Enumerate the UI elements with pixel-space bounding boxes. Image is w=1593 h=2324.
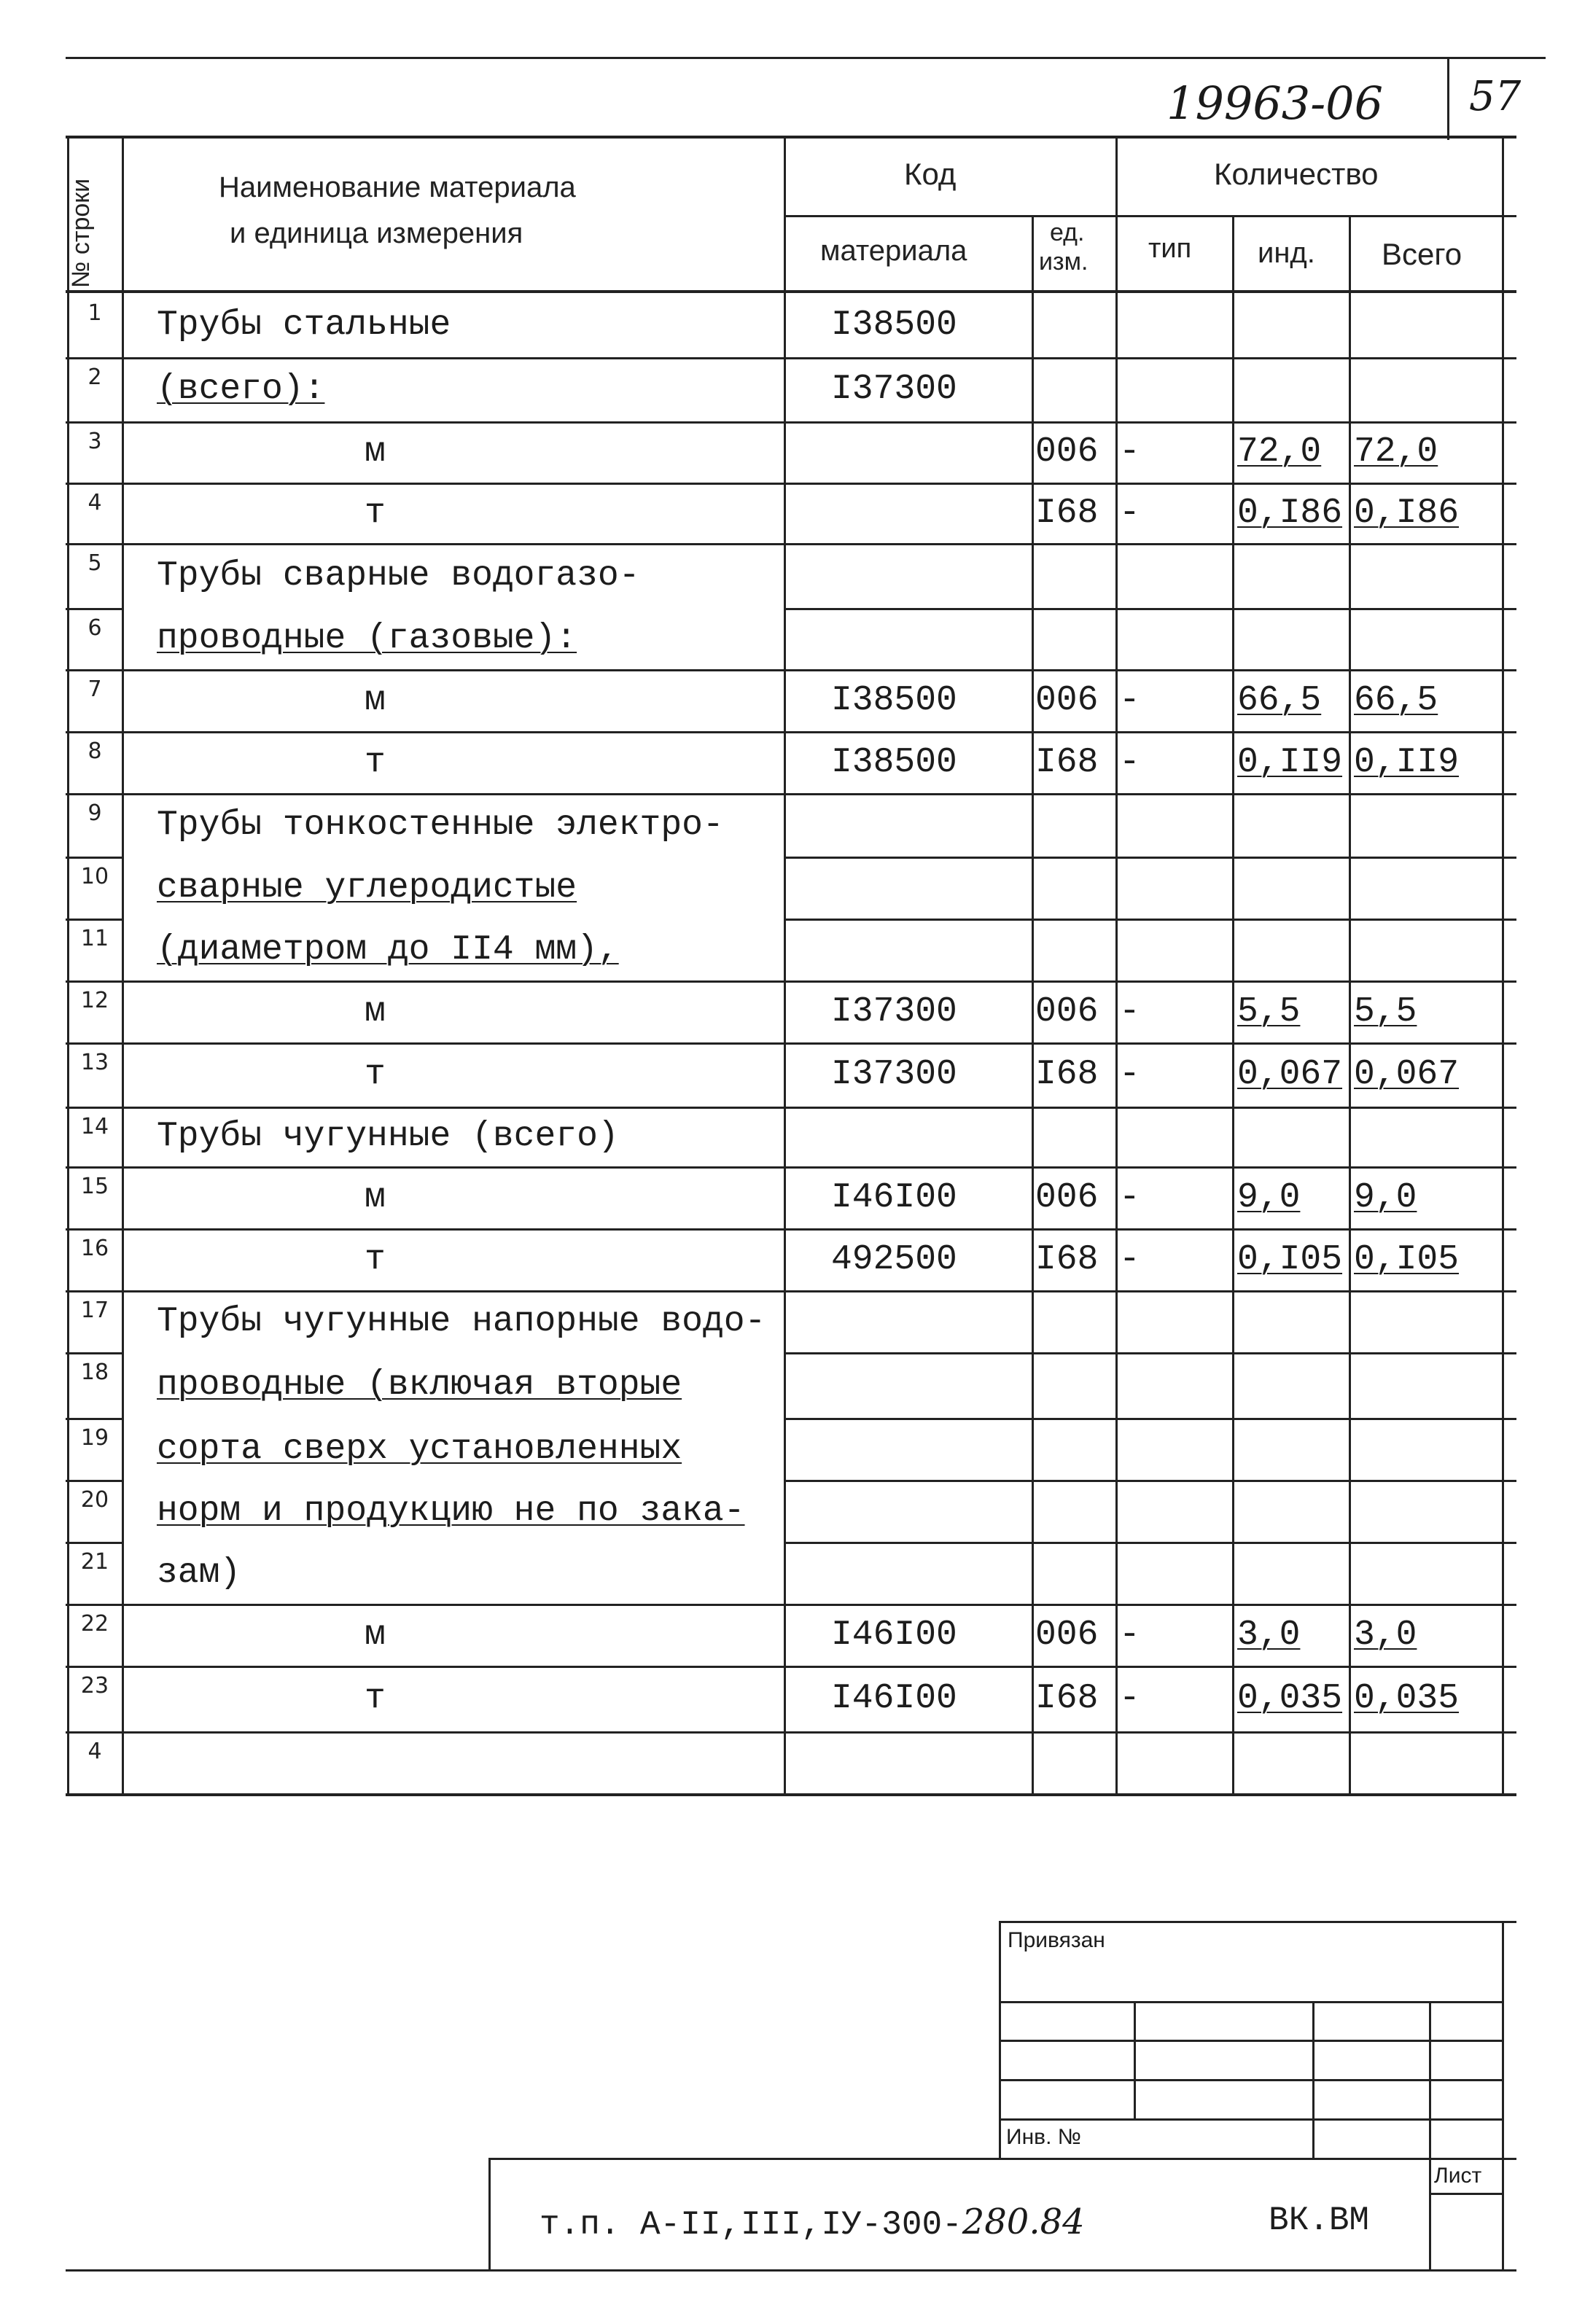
row-material-code: I38500 bbox=[831, 742, 957, 782]
row-number: 21 bbox=[80, 1549, 109, 1575]
stamp-project-code bbox=[540, 2202, 1085, 2244]
row-typ: - bbox=[1119, 493, 1140, 533]
row-number: 6 bbox=[87, 615, 102, 641]
row-total: 66,5 bbox=[1354, 680, 1438, 720]
row-number: 12 bbox=[80, 988, 109, 1013]
row-number: 4 bbox=[87, 490, 102, 515]
row-material-code: I46I00 bbox=[831, 1615, 957, 1655]
row-unit-code: I68 bbox=[1035, 1679, 1099, 1718]
row-unit-code: 006 bbox=[1035, 991, 1099, 1032]
row-ind: 72,0 bbox=[1237, 432, 1322, 472]
row-total: 3,0 bbox=[1354, 1615, 1417, 1655]
row-total: 0,035 bbox=[1354, 1679, 1460, 1718]
row-number: 13 bbox=[80, 1050, 109, 1075]
row-ind: 9,0 bbox=[1237, 1177, 1301, 1217]
row-number: 17 bbox=[80, 1298, 109, 1323]
row-typ: - bbox=[1119, 1239, 1140, 1279]
col-header-name-1: Наименование материала bbox=[219, 171, 576, 203]
row-name: Трубы тонкостенные электро- bbox=[157, 805, 724, 845]
row-number: 15 bbox=[80, 1174, 109, 1199]
row-name: т bbox=[365, 1679, 386, 1718]
row-typ: - bbox=[1119, 1615, 1140, 1655]
col-header-typ: тип bbox=[1148, 233, 1192, 264]
row-unit-code: 006 bbox=[1035, 680, 1099, 720]
row-total: 0,I86 bbox=[1354, 493, 1460, 533]
stamp-project-code-hand: 280.84 bbox=[962, 2202, 1085, 2242]
row-typ: - bbox=[1119, 742, 1140, 782]
row-name: т bbox=[365, 493, 386, 533]
row-number: 9 bbox=[87, 800, 102, 826]
row-number: 5 bbox=[87, 550, 102, 576]
stamp-project-code-typed: т.п. А-II,III,IУ-300- bbox=[540, 2206, 962, 2244]
row-name: м bbox=[365, 1615, 386, 1655]
row-ind: 0,I05 bbox=[1237, 1239, 1343, 1279]
col-header-unit-1: ед. bbox=[1050, 219, 1085, 246]
row-number: 20 bbox=[80, 1487, 109, 1513]
row-name: сварные углеродистые bbox=[157, 867, 577, 908]
row-material-code: I37300 bbox=[831, 370, 957, 409]
row-number: 10 bbox=[80, 864, 109, 889]
row-number: 22 bbox=[80, 1611, 109, 1637]
doc-number: 19963-06 bbox=[1166, 77, 1384, 130]
row-total: 0,067 bbox=[1354, 1055, 1460, 1094]
row-material-code: I46I00 bbox=[831, 1177, 957, 1217]
stamp-privyazan: Привязан bbox=[1008, 1928, 1105, 1952]
row-ind: 0,067 bbox=[1237, 1055, 1343, 1094]
row-name: (всего): bbox=[157, 370, 325, 409]
row-name: Трубы чугунные напорные водо- bbox=[157, 1301, 766, 1341]
col-header-code: Код bbox=[904, 157, 957, 191]
row-typ: - bbox=[1119, 991, 1140, 1032]
row-total: 5,5 bbox=[1354, 991, 1417, 1032]
row-name: проводные (включая вторые bbox=[157, 1365, 682, 1405]
row-name: зам) bbox=[157, 1553, 241, 1593]
row-name: Трубы чугунные (всего) bbox=[157, 1117, 619, 1156]
row-ind: 5,5 bbox=[1237, 991, 1301, 1032]
row-name: м bbox=[365, 991, 386, 1032]
col-header-material: материала bbox=[820, 235, 967, 267]
row-number: 14 bbox=[80, 1114, 109, 1139]
row-unit-code: 006 bbox=[1035, 1177, 1099, 1217]
row-typ: - bbox=[1119, 1055, 1140, 1094]
row-name: Трубы стальные bbox=[157, 305, 451, 345]
row-ind: 0,II9 bbox=[1237, 742, 1343, 782]
row-name: м bbox=[365, 432, 386, 472]
row-number: 8 bbox=[87, 738, 102, 764]
row-number: 11 bbox=[80, 926, 109, 951]
row-unit-code: 006 bbox=[1035, 1615, 1099, 1655]
row-typ: - bbox=[1119, 1177, 1140, 1217]
row-name: м bbox=[365, 1177, 386, 1217]
row-total: 0,II9 bbox=[1354, 742, 1460, 782]
row-material-code: 492500 bbox=[831, 1239, 957, 1279]
row-unit-code: I68 bbox=[1035, 1055, 1099, 1094]
row-typ: - bbox=[1119, 1679, 1140, 1718]
row-number: 19 bbox=[80, 1425, 109, 1451]
row-number: 2 bbox=[87, 364, 102, 390]
row-unit-code: 006 bbox=[1035, 432, 1099, 472]
stamp-inv-no: Инв. № bbox=[1006, 2125, 1081, 2149]
row-material-code: I37300 bbox=[831, 991, 957, 1032]
row-typ: - bbox=[1119, 432, 1140, 472]
col-header-total: Всего bbox=[1382, 237, 1462, 271]
row-number: 7 bbox=[87, 676, 102, 702]
row-material-code: I38500 bbox=[831, 305, 957, 345]
row-number: 23 bbox=[80, 1673, 109, 1699]
row-name: проводные (газовые): bbox=[157, 619, 577, 658]
row-typ: - bbox=[1119, 680, 1140, 720]
stamp-section: ВК.ВМ bbox=[1269, 2202, 1370, 2239]
row-name: м bbox=[365, 680, 386, 720]
row-name: (диаметром до II4 мм), bbox=[157, 929, 619, 970]
row-total: 0,I05 bbox=[1354, 1239, 1460, 1279]
row-unit-code: I68 bbox=[1035, 742, 1099, 782]
row-total: 9,0 bbox=[1354, 1177, 1417, 1217]
row-name: т bbox=[365, 1239, 386, 1279]
row-name: сорта сверх установленных bbox=[157, 1429, 682, 1469]
row-ind: 66,5 bbox=[1237, 680, 1322, 720]
col-header-name-2: и единица измерения bbox=[230, 217, 523, 249]
row-number: 18 bbox=[80, 1360, 109, 1385]
row-name: т bbox=[365, 742, 386, 782]
page-number: 57 bbox=[1469, 73, 1522, 120]
row-number: 3 bbox=[87, 429, 102, 454]
row-ind: 0,I86 bbox=[1237, 493, 1343, 533]
row-number: 16 bbox=[80, 1236, 109, 1261]
col-header-ind: инд. bbox=[1258, 237, 1315, 269]
col-header-row-no: № строки bbox=[67, 178, 95, 288]
row-ind: 0,035 bbox=[1237, 1679, 1343, 1718]
row-name: норм и продукцию не по зака- bbox=[157, 1491, 745, 1531]
row-material-code: I46I00 bbox=[831, 1679, 957, 1718]
row-material-code: I37300 bbox=[831, 1055, 957, 1094]
row-number: 1 bbox=[87, 300, 102, 326]
row-unit-code: I68 bbox=[1035, 493, 1099, 533]
row-ind: 3,0 bbox=[1237, 1615, 1301, 1655]
row-total: 72,0 bbox=[1354, 432, 1438, 472]
row-number: 4 bbox=[87, 1739, 102, 1764]
stamp-sheet-label: Лист bbox=[1434, 2164, 1482, 2188]
row-name: Трубы сварные водогазо- bbox=[157, 555, 640, 596]
row-material-code: I38500 bbox=[831, 680, 957, 720]
row-name: т bbox=[365, 1055, 386, 1094]
row-unit-code: I68 bbox=[1035, 1239, 1099, 1279]
col-header-unit-2: изм. bbox=[1039, 248, 1088, 276]
col-header-quantity: Количество bbox=[1214, 157, 1379, 191]
